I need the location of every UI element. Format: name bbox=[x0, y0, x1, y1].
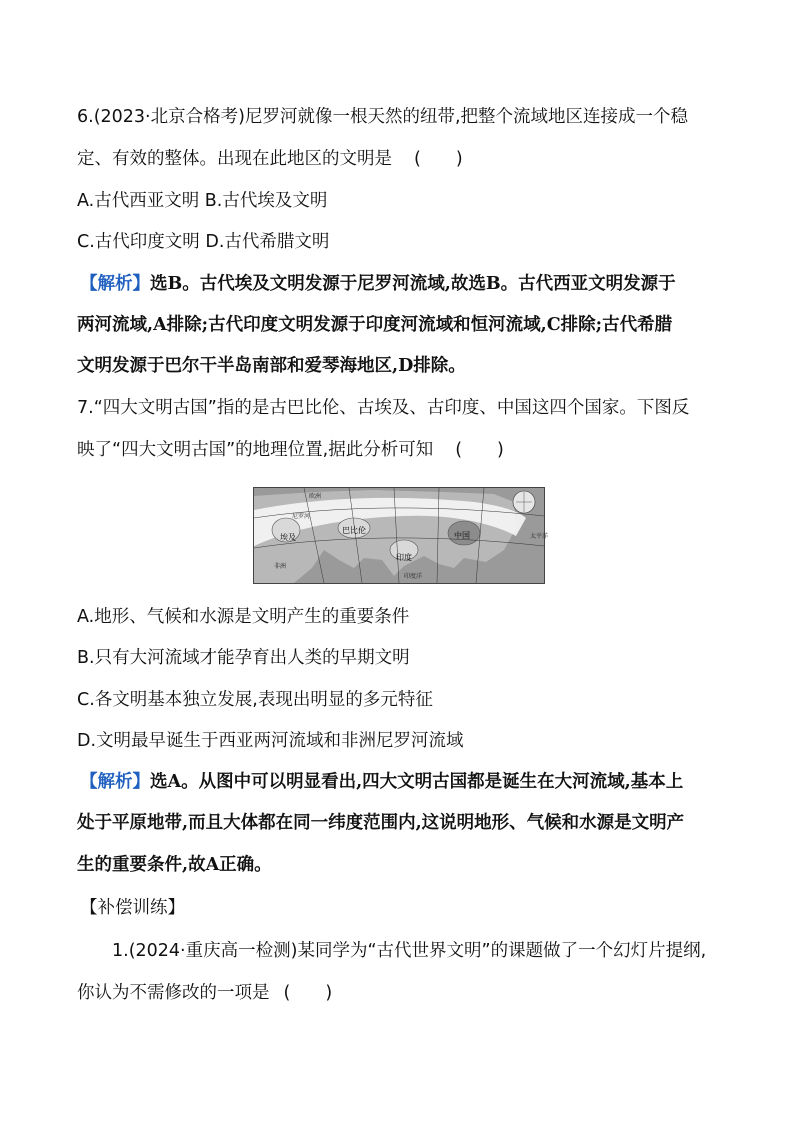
q6-options-line2: C.古代印度文明 D.古代希腊文明 bbox=[77, 232, 330, 252]
q7-stem-text: 映了“四大文明古国”的地理位置,据此分析可知 bbox=[77, 440, 434, 460]
q6-options-line1: A.古代西亚文明 B.古代埃及文明 bbox=[77, 191, 328, 211]
q7-analysis-line1 bbox=[80, 770, 683, 794]
q7-analysis-line3: 生的重要条件,故A正确。 bbox=[77, 855, 272, 875]
q6-answer-paren: ( ) bbox=[414, 149, 463, 169]
q6-analysis-line2: 两河流域,A排除;古代印度文明发源于印度河流域和恒河流域,C排除;古代希腊 bbox=[77, 315, 673, 335]
q6-stem-text: 定、有效的整体。出现在此地区的文明是 bbox=[77, 149, 392, 169]
map-label-africa: 非洲 bbox=[274, 563, 287, 570]
q6-stem-line2 bbox=[77, 147, 463, 171]
map-label-europe: 欧洲 bbox=[309, 493, 322, 500]
supplement-q1-text: 你认为不需修改的一项是 bbox=[77, 983, 270, 1003]
q7-analysis-tag: 【解析】 bbox=[80, 772, 150, 792]
supplement-q1-paren: ( ) bbox=[283, 983, 333, 1003]
q6-analysis-tag: 【解析】 bbox=[80, 274, 150, 294]
q7-analysis-text: 选A。从图中可以明显看出,四大文明古国都是诞生在大河流域,基本上 bbox=[150, 772, 684, 792]
map-graphic bbox=[254, 488, 549, 583]
q7-option-c: C.各文明基本独立发展,表现出明显的多元特征 bbox=[77, 690, 433, 710]
q7-option-a: A.地形、气候和水源是文明产生的重要条件 bbox=[77, 607, 410, 627]
supplement-heading: 【补偿训练】 bbox=[80, 898, 185, 918]
map-label-nile: 尼罗河 bbox=[292, 513, 311, 520]
q6-analysis-line3: 文明发源于巴尔干半岛南部和爱琴海地区,D排除。 bbox=[77, 356, 466, 376]
q6-stem-line1: 6.(2023·北京合格考)尼罗河就像一根天然的纽带,把整个流域地区连接成一个稳 bbox=[77, 107, 689, 127]
q6-analysis-line1 bbox=[80, 272, 676, 296]
q7-stem-line2 bbox=[77, 438, 504, 462]
map-label-china: 中国 bbox=[454, 531, 470, 540]
q7-option-d: D.文明最早诞生于西亚两河流域和非洲尼罗河流域 bbox=[77, 731, 464, 751]
q7-stem-line1: 7.“四大文明古国”指的是古巴比伦、古埃及、古印度、中国这四个国家。下图反 bbox=[77, 398, 690, 418]
q7-answer-paren: ( ) bbox=[455, 440, 504, 460]
map-label-pacific: 太平洋 bbox=[530, 533, 549, 540]
supplement-q1-line1: 1.(2024·重庆高一检测)某同学为“古代世界文明”的课题做了一个幻灯片提纲, bbox=[112, 941, 707, 961]
map-label-indian-ocean: 印度洋 bbox=[404, 573, 423, 580]
map-label-babylon: 巴比伦 bbox=[342, 526, 366, 535]
four-civilizations-map bbox=[253, 487, 549, 584]
q7-analysis-line2: 处于平原地带,而且大体都在同一纬度范围内,这说明地形、气候和水源是文明产 bbox=[77, 813, 685, 833]
supplement-q1-line2 bbox=[77, 981, 332, 1005]
map-label-egypt: 埃及 bbox=[280, 533, 296, 542]
q7-option-b: B.只有大河流域才能孕育出人类的早期文明 bbox=[77, 648, 410, 668]
q6-analysis-text: 选B。古代埃及文明发源于尼罗河流域,故选B。古代西亚文明发源于 bbox=[150, 274, 676, 294]
map-label-india: 印度 bbox=[396, 553, 412, 562]
